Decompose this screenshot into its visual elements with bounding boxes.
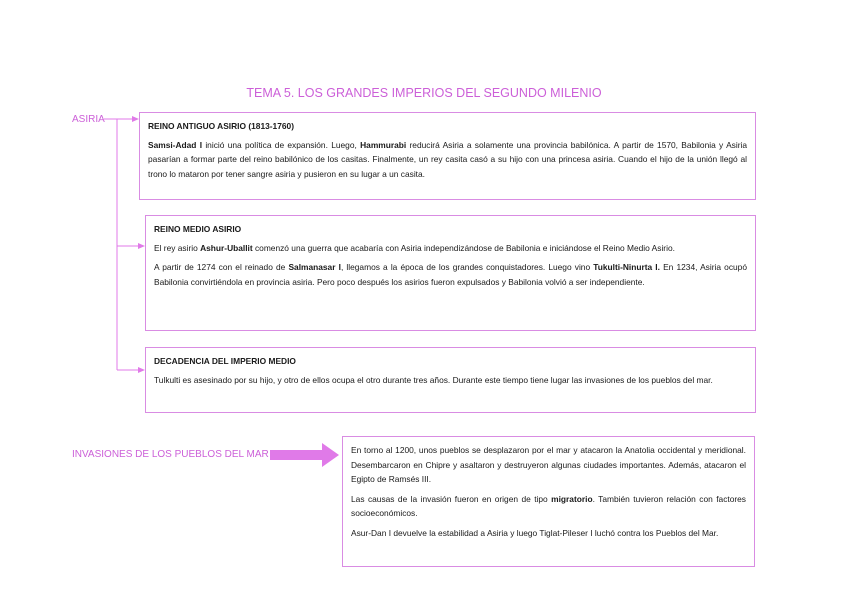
box-invasiones xyxy=(342,436,755,567)
box-paragraph: A partir de 1274 con el reinado de Salmanasar I, llegamos a la época de los grandes conquistadores. Luego vino Tukulti-Ninurta I. En 1234, Asiria ocupó Babilonia convirtiéndola en provincia asiria. Pero poco después los asirios fueron expulsados y Babilonia volvió a ser independiente. xyxy=(154,262,747,287)
arrow-head-icon xyxy=(138,367,145,373)
box-reino-antiguo xyxy=(139,112,756,200)
arrow-head-icon xyxy=(132,116,139,122)
arrow-head-icon xyxy=(138,243,145,249)
box-heading: REINO MEDIO ASIRIO xyxy=(154,224,242,234)
box-paragraph: En torno al 1200, unos pueblos se desplazaron por el mar y atacaron la Anatolia occidental y meridional. Desembarcaron en Chipre y asaltaron y destruyeron algunas ciudades importantes. Además, atacaron el Egipto de Ramsés III. xyxy=(351,445,746,485)
invasiones-label: INVASIONES DE LOS PUEBLOS DEL MAR xyxy=(72,449,269,460)
box-heading: DECADENCIA DEL IMPERIO MEDIO xyxy=(154,356,296,366)
box-paragraph: Asur-Dan I devuelve la estabilidad a Asiria y luego Tiglat-Pileser I luchó contra los Pueblos del Mar. xyxy=(351,527,719,538)
page-title: TEMA 5. LOS GRANDES IMPERIOS DEL SEGUNDO MILENIO xyxy=(246,86,602,100)
block-arrow-icon xyxy=(270,443,339,467)
box-paragraph: Tulkulti es asesinado por su hijo, y otro de ellos ocupa el otro durante tres años. Durante este tiempo tiene lugar las invasiones de los pueblos del mar. xyxy=(154,374,713,385)
box-paragraph: Samsi-Adad I inició una política de expansión. Luego, Hammurabi reducirá Asiria a solamente una provincia babilónica. A partir de 1570, Babilonia y Asiria pasarían a formar parte del reino babilónico de los casitas. Finalmente, un rey casita casó a su hijo con una princesa asiria. Cuando el hijo de la unión llegó al trono lo mataron por tener sangre asiria y pusieron en su lugar a un casita. xyxy=(148,139,748,179)
box-paragraph: El rey asirio Ashur-Uballit comenzó una guerra que acabaría con Asiria independizándose de Babilonia e iniciándose el Reino Medio Asirio. xyxy=(154,242,675,253)
box-decadencia xyxy=(145,347,756,413)
box-heading: REINO ANTIGUO ASIRIO (1813-1760) xyxy=(148,121,294,131)
box-reino-medio xyxy=(145,215,756,331)
asiria-label: ASIRIA xyxy=(72,114,105,125)
box-paragraph: Las causas de la invasión fueron en origen de tipo migratorio. También tuvieron relación con factores socioeconómicos. xyxy=(351,493,746,519)
